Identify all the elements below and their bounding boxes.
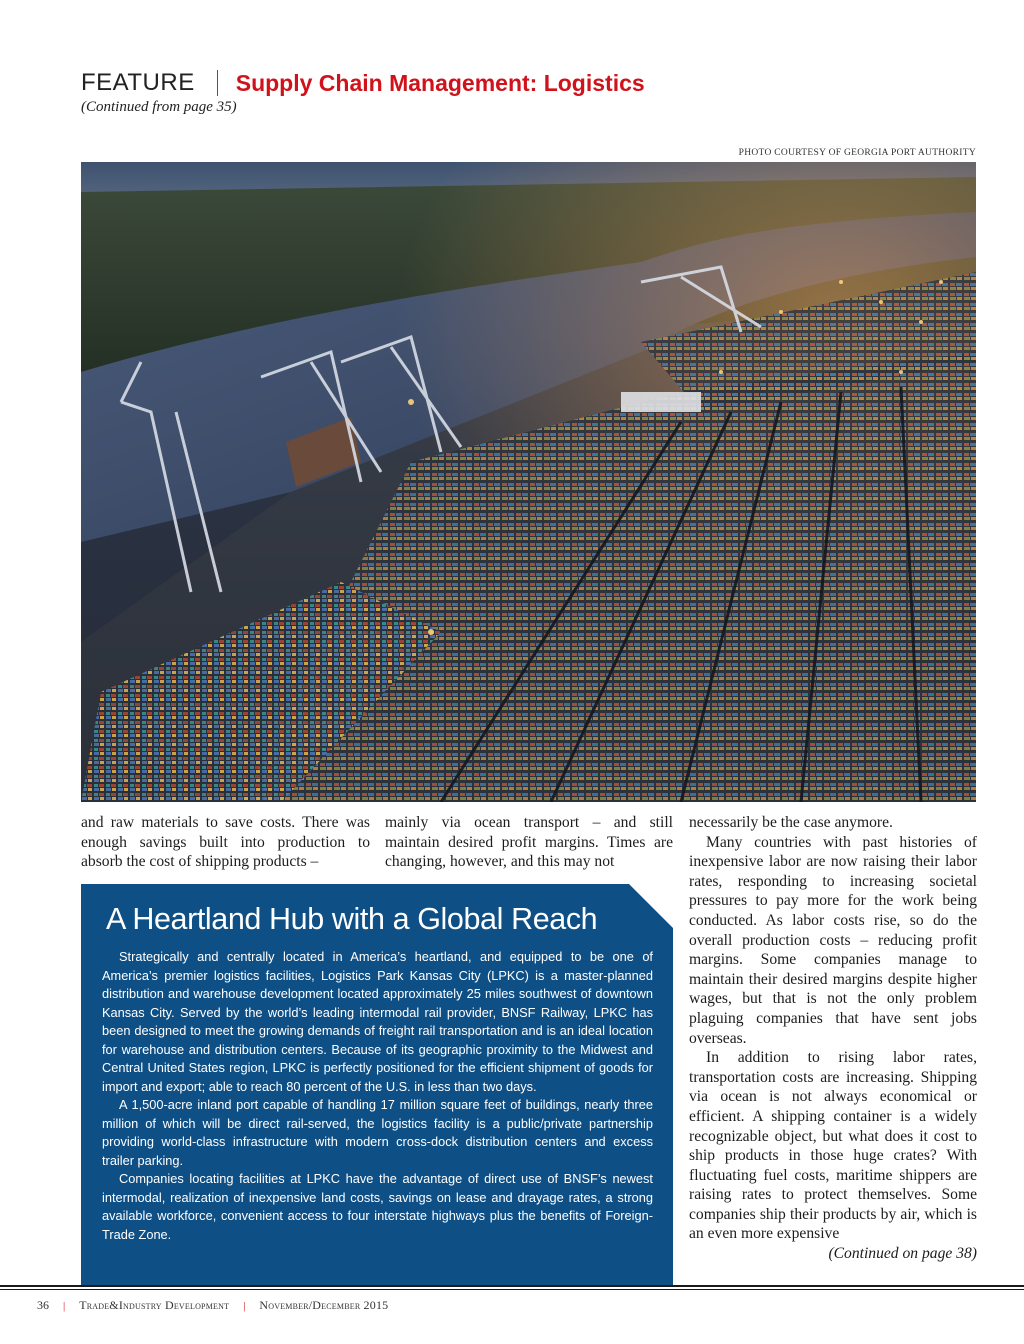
photo-credit: PHOTO COURTESY OF GEORGIA PORT AUTHORITY <box>738 148 976 158</box>
article-column-1 <box>81 813 370 872</box>
header-divider <box>217 70 218 96</box>
col3-paragraph-2: Many countries with past histories of inexpensive labor are now raising their labor rates, responding to increasing societal pressures to pay more for the work being conducted. As labor costs rise, so do the overall production costs – reducing profit margins. Some companies manage to maintain their desired margins despite higher wages, but that is not the only problem plaguing companies that have sent jobs overseas. <box>689 833 977 1047</box>
footer-rule-thin <box>0 1289 1024 1290</box>
col3-paragraph-3-text: In addition to rising labor rates, transportation costs are increasing. Shipping via ocean is not always economical or efficient. A shipping container is a widely recognizable object, but what does it cost to ship products in those huge crates? With fluctuating fuel costs, maritime shippers are raising rates to protect themselves. Some companies ship their products by air, which is an even more expensive <box>689 1049 977 1243</box>
col3-paragraph-1: necessarily be the case anymore. <box>689 814 893 831</box>
col2-paragraph: mainly via ocean transport – and still maintain desired profit margins. Times are changing, however, and this may not <box>385 814 673 871</box>
publication-name: Trade&Industry Development <box>79 1298 230 1312</box>
section-title: Supply Chain Management: Logistics <box>235 69 645 96</box>
sidebar-body <box>102 948 653 1244</box>
feature-header <box>81 66 645 100</box>
sidebar-box <box>81 884 673 1286</box>
sidebar-title: A Heartland Hub with a Global Reach <box>106 902 598 936</box>
footer-rule <box>0 1285 1024 1287</box>
page-footer <box>37 1298 388 1313</box>
sidebar-paragraph-3: Companies locating facilities at LPKC have the advantage of direct use of BNSF’s newest intermodal, realization of inexpensive land costs, savings on lease and drayage rates, a strong available workforce, convenient access to four interstate highways plus the benefits of Foreign-Trade Zone. <box>102 1171 653 1242</box>
issue-date: November/December 2015 <box>259 1298 389 1312</box>
footer-separator-2: | <box>243 1299 246 1312</box>
sidebar-paragraph-2: A 1,500-acre inland port capable of handling 17 million square feet of buildings, nearly three million of which will be direct rail-served, the logistics facility is a public/private partnership providing world-class infrastructure with modern cross-dock distribution centers and excess trailer parking. <box>102 1097 653 1168</box>
page-number: 36 <box>37 1298 49 1312</box>
continued-from-note: (Continued from page 35) <box>81 99 237 115</box>
port-aerial-photo <box>81 162 976 802</box>
sidebar-paragraph-1: Strategically and centrally located in America’s heartland, and equipped to be one of America’s premier logistics facilities, Logistics Park Kansas City (LPKC) is a master-planned distribution and warehouse development located approximately 25 miles southwest of downtown Kansas City. Served by the world’s leading intermodal rail provider, BNSF Railway, LPKC has been designed to meet the growing demands of freight rail transportation and is an ideal location for warehouse and distribution centers. Because of its geographic proximity to the Midwest and Central United States region, LPKC is perfectly positioned for the efficient shipment of goods for import and export; able to reach 80 percent of the U.S. in less than two days. <box>102 949 653 1094</box>
article-column-2 <box>385 813 673 872</box>
continued-on-link[interactable]: (Continued on page 38) <box>828 1245 977 1263</box>
col3-paragraph-3 <box>689 1048 977 1263</box>
feature-label: FEATURE <box>81 69 195 96</box>
port-illustration <box>81 162 976 802</box>
article-column-3 <box>689 813 977 1264</box>
col1-paragraph: and raw materials to save costs. There was enough savings built into production to absorb the cost of shipping products – <box>81 814 370 871</box>
footer-separator: | <box>63 1299 66 1312</box>
